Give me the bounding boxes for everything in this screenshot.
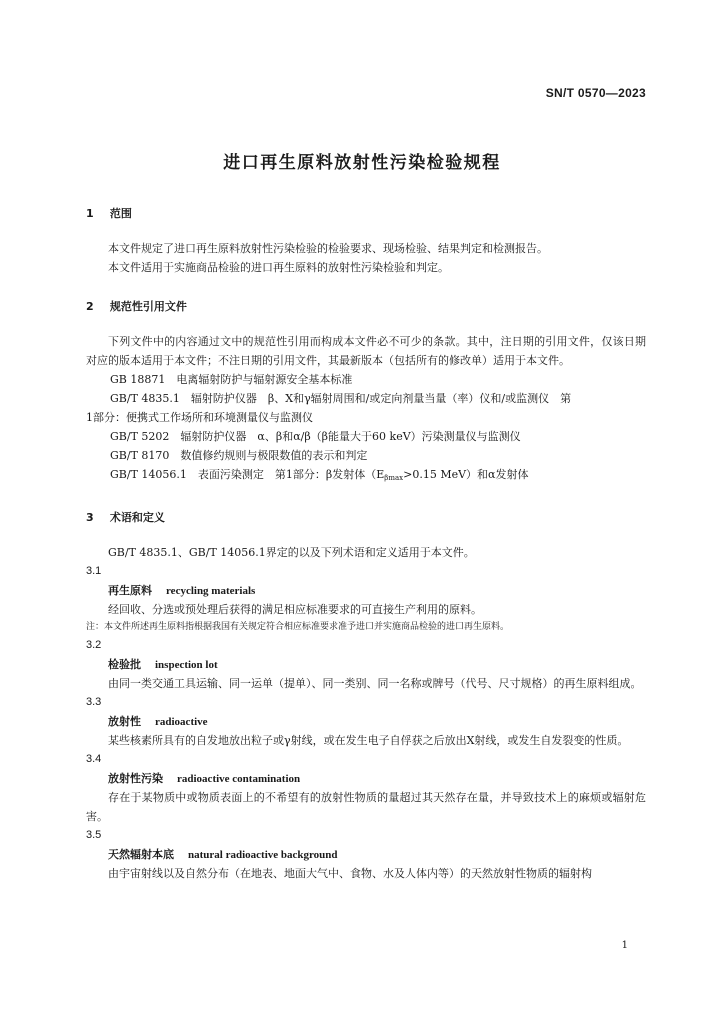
term-heading <box>86 845 646 864</box>
term-cn: 放射性污染 <box>108 772 163 785</box>
term-note: 注：本文件所述再生原料指根据我国有关规定符合相应标准要求准予进口并实施商品检验的进口再生原料。 <box>86 622 510 632</box>
reference-item-continuation: 1部分：便携式工作场所和环境测量仪与监测仪 <box>86 411 313 424</box>
term-cn: 再生原料 <box>108 584 152 597</box>
section-title: 术语和定义 <box>109 511 165 524</box>
subscript: βmax <box>384 474 404 482</box>
term-number: 3.3 <box>86 696 102 708</box>
document-body <box>86 204 646 883</box>
reference-item: GB/T 4835.1 辐射防护仪器 β、X和γ辐射周围和/或定向剂量当量（率）仪和/或监测仪 第 <box>110 392 572 405</box>
term-en: radioactive contamination <box>177 773 301 785</box>
reference-item <box>86 465 646 488</box>
paragraph: 下列文件中的内容通过文中的规范性引用而构成本文件必不可少的条款。其中，注日期的引用文件，仅该日期对应的版本适用于本文件；不注日期的引用文件，其最新版本（包括所有的修改单）适用于本文件。 <box>86 335 646 367</box>
term-heading <box>86 769 646 788</box>
term-en: radioactive <box>155 716 208 728</box>
term-en: natural radioactive background <box>188 849 338 861</box>
reference-text: >0.15 MeV）和α发射体 <box>403 468 529 481</box>
term-definition: 经回收、分选或预处理后获得的满足相应标准要求的可直接生产利用的原料。 <box>108 603 482 616</box>
reference-item: GB/T 8170 数值修约规则与极限数值的表示和判定 <box>110 449 368 462</box>
section-number: 2 <box>86 300 94 313</box>
term-definition: 由同一类交通工具运输、同一运单（提单）、同一类别、同一名称或牌号（代号、尺寸规格）的再生原料组成。 <box>108 677 642 690</box>
term-definition: 由宇宙射线以及自然分布（在地表、地面大气中、食物、水及人体内等）的天然放射性物质的辐射构 <box>108 867 592 880</box>
section-1-heading <box>86 204 646 223</box>
section-2-heading <box>86 297 646 316</box>
term-number: 3.1 <box>86 565 102 577</box>
document-title: 进口再生原料放射性污染检验规程 <box>223 153 501 173</box>
term-heading <box>86 712 646 731</box>
term-heading <box>86 655 646 674</box>
term-number: 3.2 <box>86 639 102 651</box>
paragraph: 本文件规定了进口再生原料放射性污染检验的检验要求、现场检验、结果判定和检测报告。 <box>108 242 548 255</box>
section-number: 3 <box>86 511 94 524</box>
term-definition: 某些核素所具有的自发地放出粒子或γ射线，或在发生电子自俘获之后放出X射线，或发生自发裂变的性质。 <box>108 734 629 747</box>
reference-text: GB/T 14056.1 表面污染测定 第1部分：β发射体（E <box>110 468 385 481</box>
reference-item: GB/T 5202 辐射防护仪器 α、β和α/β（β能量大于60 keV）污染测量仪与监测仪 <box>110 430 521 443</box>
term-cn: 天然辐射本底 <box>108 848 174 861</box>
section-title: 范围 <box>109 207 132 220</box>
term-cn: 检验批 <box>108 658 141 671</box>
term-en: recycling materials <box>166 585 256 597</box>
page-number: 1 <box>621 940 628 951</box>
term-definition: 存在于某物质中或物质表面上的不希望有的放射性物质的量超过其天然存在量，并导致技术上的麻烦或辐射危害。 <box>86 791 646 823</box>
term-cn: 放射性 <box>108 715 141 728</box>
paragraph: 本文件适用于实施商品检验的进口再生原料的放射性污染检验和判定。 <box>108 261 449 274</box>
reference-item: GB 18871 电离辐射防护与辐射源安全基本标准 <box>110 373 353 386</box>
section-3-heading <box>86 508 646 527</box>
paragraph: GB/T 4835.1、GB/T 14056.1界定的以及下列术语和定义适用于本文件。 <box>108 546 475 559</box>
standard-number: SN/T 0570—2023 <box>545 86 646 100</box>
term-heading <box>86 581 646 600</box>
term-number: 3.5 <box>86 829 102 841</box>
term-number: 3.4 <box>86 753 102 765</box>
section-number: 1 <box>86 207 94 220</box>
term-en: inspection lot <box>155 659 218 671</box>
section-title: 规范性引用文件 <box>109 300 187 313</box>
